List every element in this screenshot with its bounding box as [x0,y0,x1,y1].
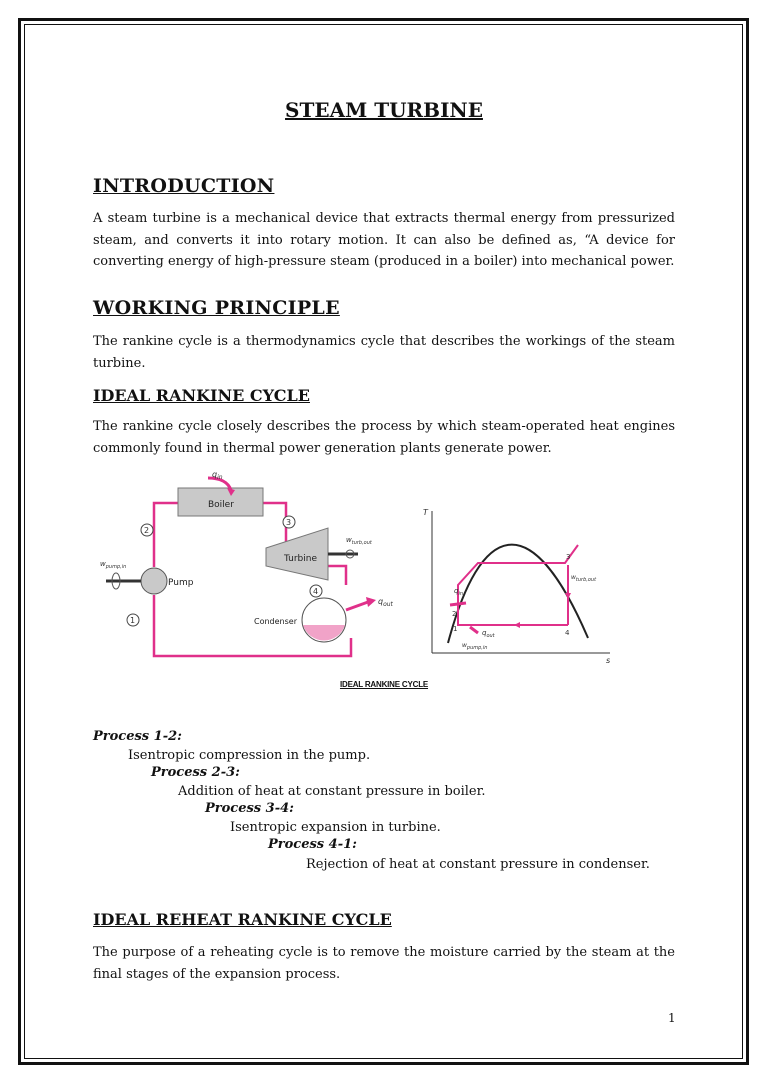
state-1-label: 1 [130,616,136,625]
pump-label: Pump [168,578,194,588]
turbine-label: Turbine [284,554,317,564]
q-in-label: $q_{in}$ [212,470,223,481]
condenser-label: Condenser [254,617,297,626]
reheat-rankine-heading: IDEAL REHEAT RANKINE CYCLE [93,910,392,929]
ts-state-3: 3 [566,553,571,561]
w-pump-label: $w_{pump,in}$ [100,560,127,570]
ideal-rankine-heading: IDEAL RANKINE CYCLE [93,386,310,405]
ts-state-1: 1 [453,625,458,633]
page-title: STEAM TURBINE [285,98,483,122]
w-turb-label: $w_{turb,out}$ [346,536,372,546]
t-axis-label: T [423,508,428,517]
state-4-label: 4 [313,587,319,596]
process-3-4-heading: Process 3-4: [205,801,294,816]
state-2-label: 2 [144,526,150,535]
ideal-rankine-text: The rankine cycle closely describes the process by which steam-operated heat engines commonly found in thermal power generation plants generate power. [93,419,675,456]
ts-q-out-label: $q_{out}$ [482,629,495,639]
pump-shape [141,568,167,594]
ts-state-2: 2 [452,610,457,618]
introduction-heading: INTRODUCTION [93,175,275,197]
process-2-3-text: Addition of heat at constant pressure in boiler. [178,784,486,799]
ts-diagram-figure [420,503,615,665]
rankine-schematic-figure [96,470,406,670]
state-3-label: 3 [286,518,292,527]
ts-w-turb-label: $w_{turb,out}$ [571,574,597,583]
introduction-text: A steam turbine is a mechanical device that extracts thermal energy from pressurized steam, and converts it into rotary motion. It can also be defined as, “A device for converting energy of high-pressure steam (produced in a boiler) into mechanical power. [93,211,675,269]
process-4-1-heading: Process 4-1: [268,837,357,852]
process-3-4-text: Isentropic expansion in turbine. [230,820,441,835]
working-principle-text: The rankine cycle is a thermodynamics cycle that describes the workings of the steam turbine. [93,334,675,371]
figure-caption: IDEAL RANKINE CYCLE [339,680,429,689]
working-principle-heading: WORKING PRINCIPLE [93,297,340,319]
q-out-label: $q_{out}$ [378,597,393,608]
process-1-2-text: Isentropic compression in the pump. [128,748,371,763]
reheat-rankine-text: The purpose of a reheating cycle is to remove the moisture carried by the steam at the final stages of the expansion process. [93,945,675,982]
process-2-3-heading: Process 2-3: [151,765,240,780]
process-4-1-text: Rejection of heat at constant pressure in condenser. [306,857,650,872]
boiler-label: Boiler [208,500,234,510]
ts-state-4: 4 [565,629,570,637]
page-number: 1 [668,1011,676,1025]
s-axis-label: s [606,656,611,665]
ts-w-pump-label: $w_{pump,in}$ [462,642,488,651]
ts-q-in-label: $q_{in}$ [454,587,464,597]
process-1-2-heading: Process 1-2: [93,729,182,744]
